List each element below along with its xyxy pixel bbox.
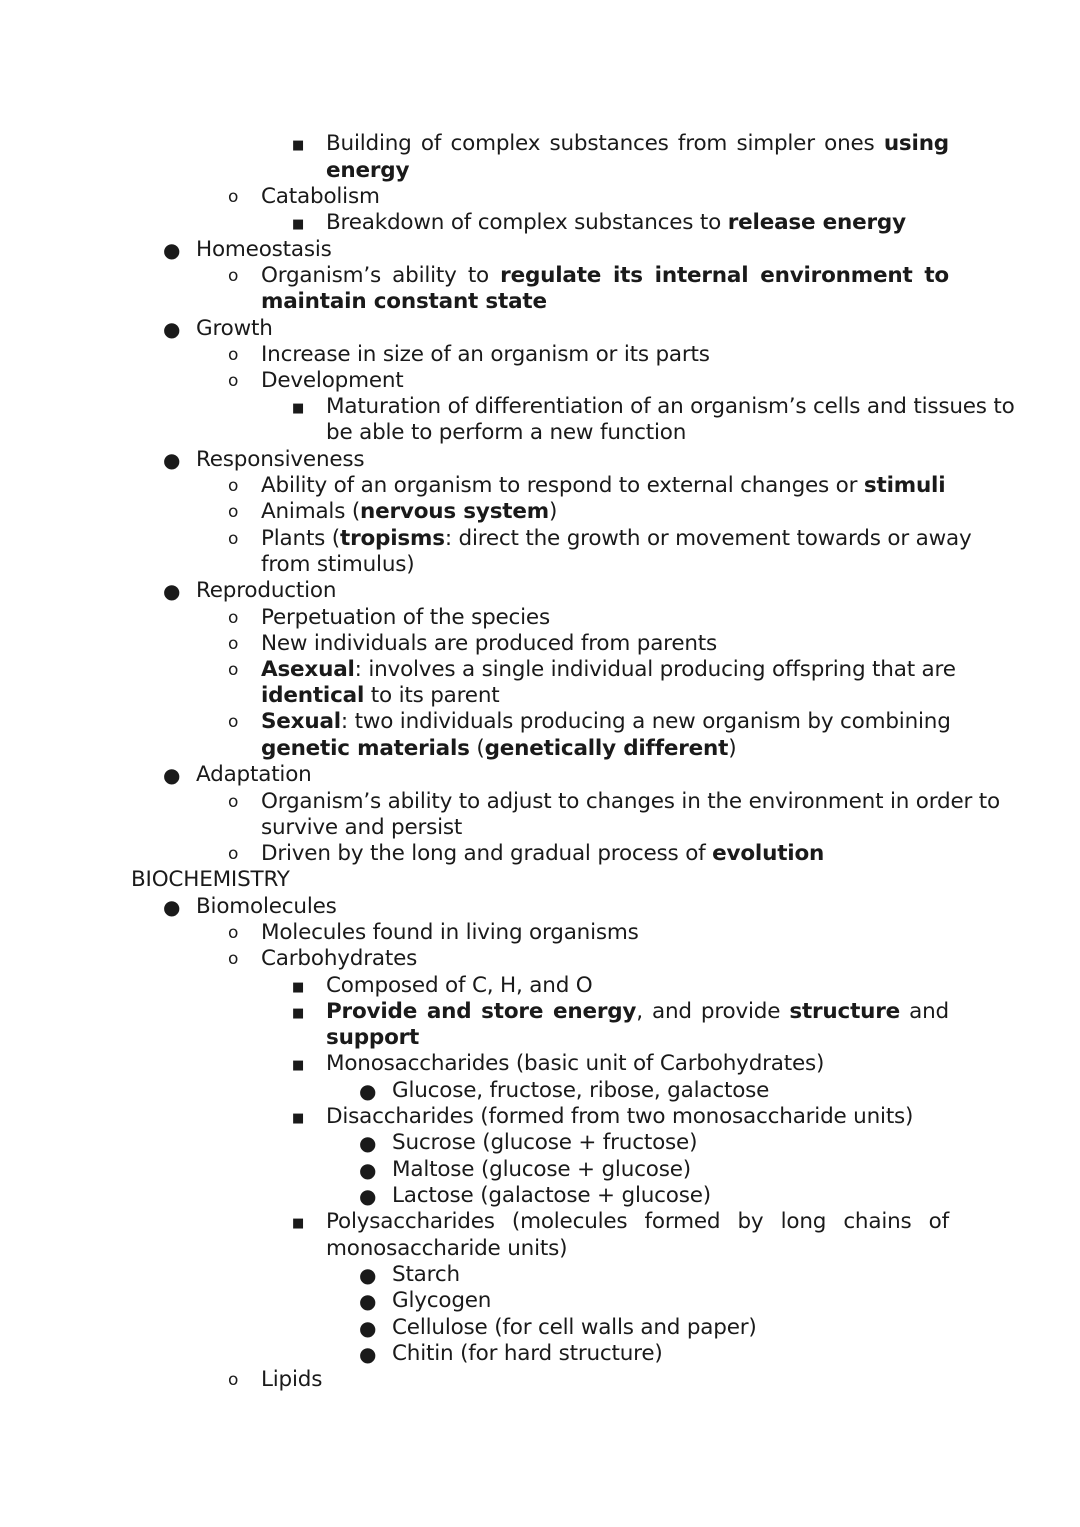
text-line: Chitin (for hard structure) [392, 1341, 663, 1366]
text-line: Maltose (glucose + glucose) [392, 1157, 691, 1182]
circle-bullet-icon: o [228, 266, 239, 286]
text-line: Carbohydrates [261, 946, 418, 971]
text-line: Breakdown of complex substances to release energy [326, 210, 906, 235]
dot-bullet-icon: ● [359, 1184, 377, 1208]
text-line: Glucose, fructose, ribose, galactose [392, 1078, 770, 1103]
text-line: maintain constant state [261, 289, 547, 314]
circle-bullet-icon: o [228, 844, 239, 864]
dot-bullet-icon: ● [163, 579, 181, 603]
text-line: Provide and store energy, and provide structure and [326, 999, 950, 1024]
circle-bullet-icon: o [228, 608, 239, 628]
square-bullet-icon: ■ [292, 1006, 305, 1021]
circle-bullet-icon: o [228, 634, 239, 654]
square-bullet-icon: ■ [292, 138, 305, 153]
dot-bullet-icon: ● [359, 1342, 377, 1366]
text-line: identical to its parent [261, 683, 500, 708]
text-line: Cellulose (for cell walls and paper) [392, 1315, 757, 1340]
circle-bullet-icon: o [228, 792, 239, 812]
dot-bullet-icon: ● [359, 1263, 377, 1287]
text-line: Monosaccharides (basic unit of Carbohydrates) [326, 1051, 825, 1076]
text-line: Reproduction [196, 578, 337, 603]
dot-bullet-icon: ● [163, 448, 181, 472]
circle-bullet-icon: o [228, 476, 239, 496]
text-line: Glycogen [392, 1288, 492, 1313]
text-line: Disaccharides (formed from two monosaccharide units) [326, 1104, 914, 1129]
circle-bullet-icon: o [228, 660, 239, 680]
section-heading: BIOCHEMISTRY [131, 867, 290, 892]
square-bullet-icon: ■ [292, 401, 305, 416]
text-line: Development [261, 368, 404, 393]
text-line: Molecules found in living organisms [261, 920, 639, 945]
text-line: Composed of C, H, and O [326, 973, 593, 998]
text-line: support [326, 1025, 420, 1050]
text-line: Polysaccharides (molecules formed by long chains of [326, 1209, 949, 1234]
text-line: Lipids [261, 1367, 323, 1392]
square-bullet-icon: ■ [292, 1216, 305, 1231]
text-line: Driven by the long and gradual process of evolution [261, 841, 825, 866]
text-line: Sucrose (glucose + fructose) [392, 1130, 698, 1155]
dot-bullet-icon: ● [359, 1131, 377, 1155]
circle-bullet-icon: o [228, 712, 239, 732]
text-line: be able to perform a new function [326, 420, 687, 445]
text-line: energy [326, 158, 410, 183]
text-line: Perpetuation of the species [261, 605, 550, 630]
square-bullet-icon: ■ [292, 1111, 305, 1126]
text-line: Adaptation [196, 762, 312, 787]
circle-bullet-icon: o [228, 371, 239, 391]
text-line: Responsiveness [196, 447, 365, 472]
circle-bullet-icon: o [228, 1370, 239, 1390]
text-line: Sexual: two individuals producing a new organism by combining [261, 709, 951, 734]
text-line: Plants (tropisms: direct the growth or movement towards or away [261, 526, 972, 551]
circle-bullet-icon: o [228, 345, 239, 365]
square-bullet-icon: ■ [292, 217, 305, 232]
circle-bullet-icon: o [228, 949, 239, 969]
text-line: genetic materials (genetically different) [261, 736, 737, 761]
square-bullet-icon: ■ [292, 980, 305, 995]
text-line: Lactose (galactose + glucose) [392, 1183, 711, 1208]
text-line: New individuals are produced from parents [261, 631, 718, 656]
dot-bullet-icon: ● [163, 317, 181, 341]
dot-bullet-icon: ● [163, 895, 181, 919]
circle-bullet-icon: o [228, 923, 239, 943]
dot-bullet-icon: ● [359, 1316, 377, 1340]
circle-bullet-icon: o [228, 529, 239, 549]
text-line: from stimulus) [261, 552, 415, 577]
text-line: Organism’s ability to regulate its internal environment to [261, 263, 949, 288]
text-line: Increase in size of an organism or its parts [261, 342, 710, 367]
text-line: monosaccharide units) [326, 1236, 568, 1261]
text-line: Ability of an organism to respond to external changes or stimuli [261, 473, 946, 498]
text-line: Catabolism [261, 184, 380, 209]
square-bullet-icon: ■ [292, 1058, 305, 1073]
text-line: Starch [392, 1262, 460, 1287]
text-line: Biomolecules [196, 894, 337, 919]
text-line: survive and persist [261, 815, 463, 840]
circle-bullet-icon: o [228, 187, 239, 207]
dot-bullet-icon: ● [359, 1079, 377, 1103]
dot-bullet-icon: ● [163, 238, 181, 262]
circle-bullet-icon: o [228, 502, 239, 522]
text-line: Growth [196, 316, 273, 341]
dot-bullet-icon: ● [359, 1289, 377, 1313]
dot-bullet-icon: ● [163, 763, 181, 787]
text-line: Organism’s ability to adjust to changes in the environment in order to [261, 789, 1000, 814]
text-line: Animals (nervous system) [261, 499, 558, 524]
text-line: Building of complex substances from simpler ones using [326, 131, 949, 156]
text-line: Maturation of differentiation of an organism’s cells and tissues to [326, 394, 1015, 419]
text-line: Asexual: involves a single individual producing offspring that are [261, 657, 956, 682]
dot-bullet-icon: ● [359, 1158, 377, 1182]
text-line: Homeostasis [196, 237, 332, 262]
